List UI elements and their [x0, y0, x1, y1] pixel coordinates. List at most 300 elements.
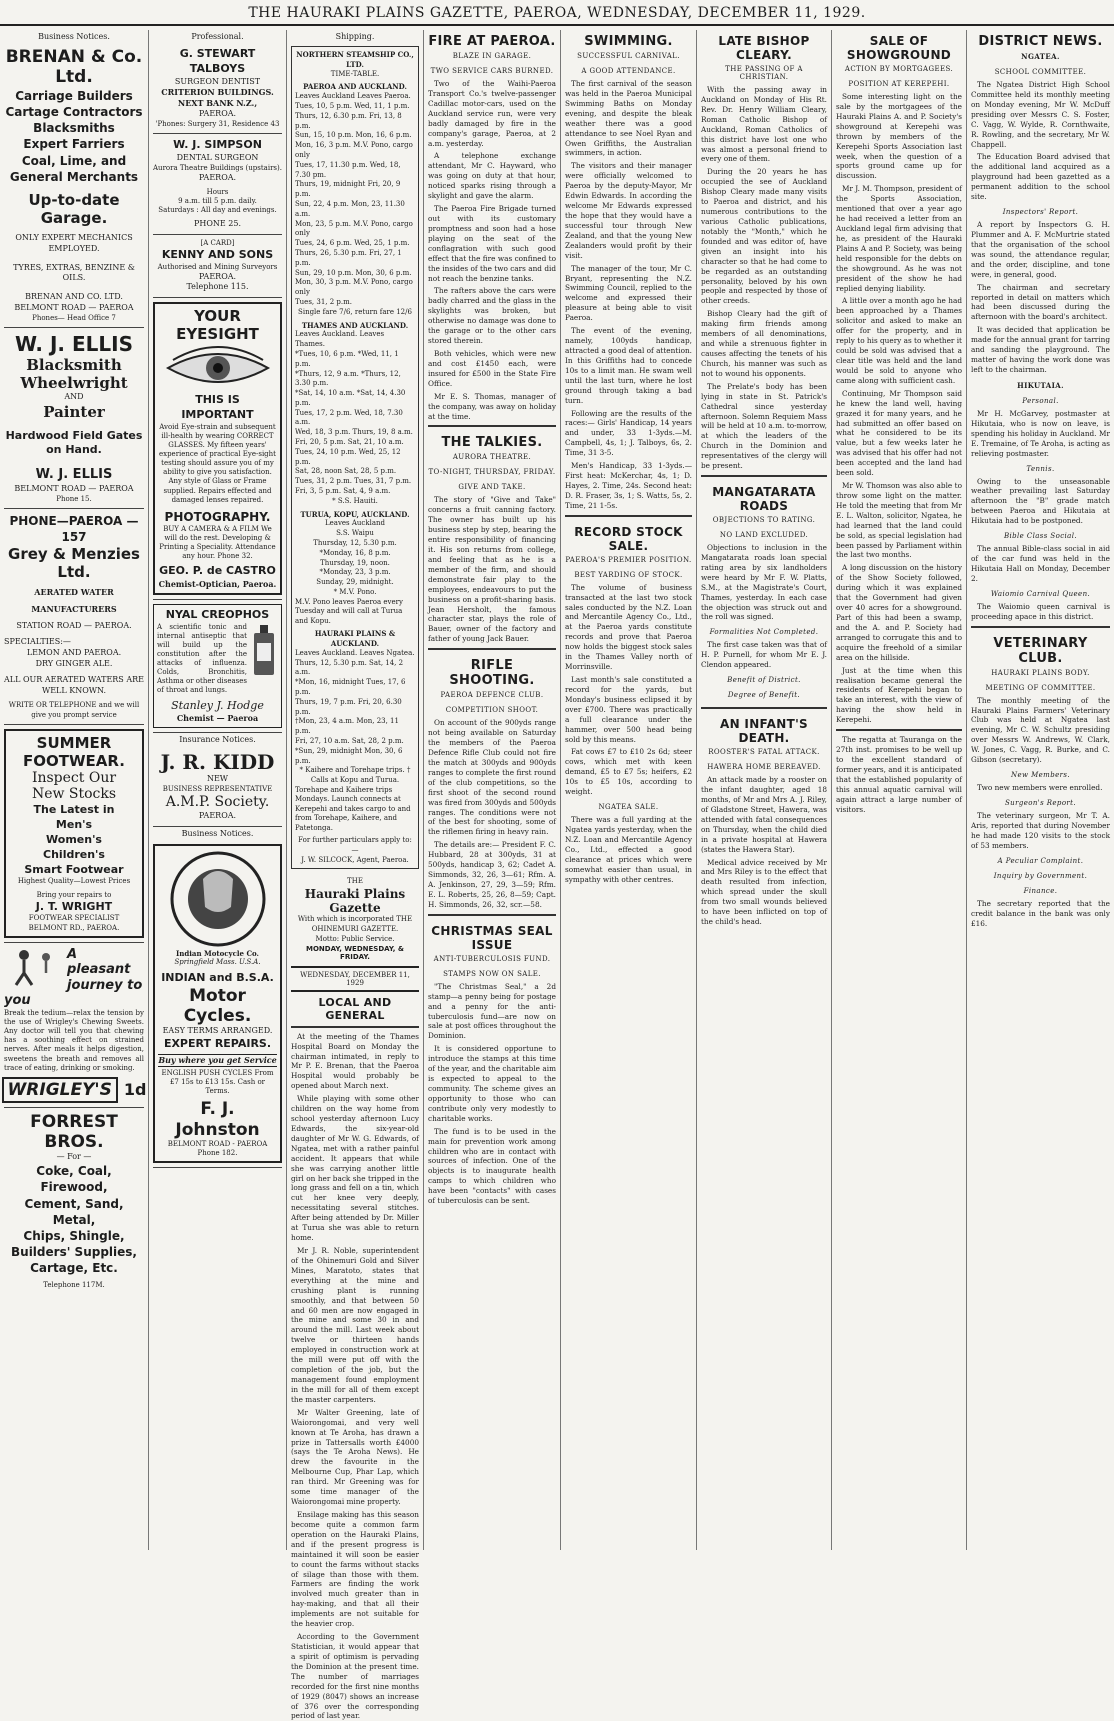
route-row: Tues, 24, 6 p.m. Wed, 25, 1 p.m. — [295, 239, 410, 248]
ad-text: ALL OUR AERATED WATERS ARE WELL KNOWN. — [4, 674, 144, 695]
ad-text: Buy where you get Service — [158, 1055, 277, 1066]
route-row: Thurs, 19, midnight Fri, 20, 9 p.m. — [295, 180, 401, 199]
route-row: Sun, 15, 10 p.m. Mon, 16, 6 p.m. — [295, 131, 412, 140]
ad-summer-footwear — [4, 725, 144, 943]
ad-phone: Phones— Head Office 7 — [32, 313, 116, 322]
article-paragraph: While playing with some other children on the way home from school yesterday afternoon Lucy Edwards, the six-year-old daughter of Mr W. G. Edwards, of Ngatea, met with a rather painful accident. It appears that while she was carrying another little girl on her back she tripped in the long grass and fell on a tin, which cut her knee very deeply, necessitating several stitches. After being attended by Dr. Miller at Turua she was able to return home. — [291, 1094, 419, 1243]
article-headline: FIRE AT PAEROA. — [428, 34, 556, 49]
article-headline: CHRISTMAS SEAL ISSUE — [431, 923, 553, 952]
article-subhead: TWO SERVICE CARS BURNED. — [430, 67, 554, 75]
route-row: Wed, 18, 3 p.m. Thurs, 19, 8 a.m. — [295, 428, 413, 437]
ad-ellis — [4, 328, 144, 509]
ad-phone: Phone 15. — [56, 494, 92, 503]
ad-address: STATION ROAD — PAEROA. — [16, 620, 132, 630]
ad-line: Coke, Coal, Firewood, — [36, 1164, 112, 1195]
ad-title: J. R. KIDD — [160, 750, 275, 775]
eye-icon — [163, 346, 273, 390]
ad-title: YOUR EYESIGHT — [176, 307, 259, 344]
ad-text: ONLY EXPERT MECHANICS EMPLOYED. — [15, 232, 133, 253]
article-paragraph: The visitors and their manager were officially welcomed to Paeroa by the deputy-Mayor, Mr Edwin Edwards. In according the welcome Mr Edwards expressed the hope that they would have a successful tour through New Zealand, and that the young New Zealanders would profit by their visit. — [565, 161, 692, 260]
ad-wrigleys — [4, 943, 147, 1108]
route-row: Thursday, 12, 5.30 p.m. — [313, 539, 397, 548]
ad-text: BUY A CAMERA & A FILM We will do the rest. Developing & Printing a Speciality. Attendance any hour. Phone 32. — [159, 524, 276, 561]
article-paragraph: Continuing, Mr Thompson said he knew the land well, having grazed it for many years, and he had submitted an offer based on what he considered to be its value, but a few weeks later he was advised that his offer had not been accepted and the land had been sold. — [836, 388, 962, 478]
article-subhead: NGATEA SALE. — [598, 803, 659, 812]
walker-illustration — [4, 947, 64, 987]
route-note: M.V. Pono leaves Paeroa every Tuesday and will call at Turua and Kopu. — [295, 597, 403, 625]
ad-text: Indian Motocycle Co. — [176, 948, 259, 958]
ad-text: NEXT BANK N.Z., — [177, 98, 258, 109]
article-paragraph: Just at the time when this realisation became general the residents of Kerepehi began to take an interest, with the view of having the show held in Kerepehi. — [836, 665, 962, 725]
ad-line: Expert Farriers — [23, 137, 125, 152]
route-row: Tues, 31, 2 p.m. — [295, 297, 352, 306]
article-paragraph: Ensilage making has this season become quite a common farm operation on the Hauraki Plains, and if the present progress is maintained it will soon be easier to count the farms without stacks of silage than those with them. Farmers are finding the work involved much greater than in hay-making, and that all their implements are not suitable for the heavier crop. — [291, 1509, 419, 1629]
article-headline: SALE OF SHOWGROUND — [846, 34, 952, 62]
article-headline: SWIMMING. — [584, 34, 673, 49]
article-paragraph: Some interesting light on the sale by the mortgagees of the Hauraki Plains A. and P. Society's showground at Kerepehi was thrown by members of the Kerepehi Sports Association last week, when the question of a sports ground came up for discussion. — [836, 92, 962, 181]
ad-name: J. T. WRIGHT — [35, 899, 113, 913]
article-paragraph: At the meeting of the Thames Hospital Board on Monday the chairman intimated, in reply to Mr P. E. Brenan, that the Paeroa Hospital would probably be opened about March next. — [291, 1031, 419, 1091]
ad-text: TYRES, EXTRAS, BENZINE & OILS. — [13, 262, 135, 283]
ad-brenan — [4, 43, 144, 328]
ad-title: A pleasant journey to you — [4, 946, 143, 1009]
ad-text: EXPERT REPAIRS. — [163, 1037, 272, 1051]
ad-text: Highest Quality—Lowest Prices — [17, 877, 131, 886]
route-row: S.S. Waipu — [336, 529, 374, 538]
route-row: * M.V. Pono. — [333, 588, 377, 597]
ad-text: PAEROA. — [198, 810, 237, 820]
ad-heading: A.M.P. Society. — [165, 794, 270, 811]
ad-text: SURGEON DENTIST — [174, 76, 261, 86]
ad-line: Carriage Builders — [15, 88, 133, 103]
article-paragraph: Mr Walter Greening, late of Waiorongomai, and very well known at Te Aroha, has drawn a prize in Tattersalls worth £4000 (says the Te Aroha News). He drew the favourite in the Melbourne Cup, Phar Lap, which ran third. Mr Greening was for some time manager of the Waiorongomai mine property. — [291, 1407, 419, 1507]
article-paragraph: The chairman and secretary reported in detail on matters which had been discussed during the afternoon with the board's architect. — [971, 282, 1110, 322]
flag-title: Hauraki Plains Gazette — [304, 887, 406, 916]
route-note: * Kaihere and Torehape trips. † Calls at Kopu and Turua. — [299, 766, 411, 785]
ad-line: Inspect Our — [31, 769, 117, 786]
column-news-4 — [423, 30, 560, 1550]
article-paragraph: The first carnival of the season was held in the Paeroa Municipal Swimming Baths on Monday evening, and despite the bleak weather there was a good attendance to see Noel Ryan and Owen Griffiths, the Australian swimmers, in action. — [565, 79, 692, 158]
article-crosshead: Personal. — [1022, 396, 1059, 405]
article-paragraph: According to the Government Statistician, it would appear that a spirit of optimism is pervading the Dominion at the present time. The number of marriages recorded for the first nine months of 1929 (8047) shows an increase of 376 over the corresponding period of last year. — [291, 1632, 419, 1721]
article-paragraph: Bishop Cleary had the gift of making firm friends among members of all denominations, and while a strenuous fighter in causes affecting the tenets of his Church, his manner was such as not to wound his opponents. — [701, 309, 827, 378]
column-news-5 — [560, 30, 696, 1550]
ad-text: A scientific tonic and internal antiseptic that will build up the constitution after the attacks of influenza. Colds, Bronchitis, Asthma or other diseases of throat and lungs. — [157, 622, 247, 695]
ad-title: SUMMER FOOTWEAR. — [23, 733, 125, 770]
route-row: Fri, 20, 5 p.m. Sat, 21, 10 a.m. — [295, 438, 404, 447]
ad-text: BUSINESS REPRESENTATIVE — [162, 784, 273, 793]
indian-logo-icon — [163, 849, 273, 949]
column-district-news — [966, 30, 1114, 1550]
article-headline: DISTRICT NEWS. — [978, 34, 1103, 49]
ad-line: Wheelwright — [20, 373, 128, 392]
ad-title: Grey & Menzies Ltd. — [8, 545, 140, 582]
ad-title: BRENAN & Co. Ltd. — [5, 47, 143, 88]
article-headline: AN INFANT'S DEATH. — [720, 717, 808, 746]
route-note: For further particulars apply to:— — [298, 836, 412, 854]
ad-line: Cement, Sand, Metal, — [24, 1196, 124, 1227]
article-paragraph: The rafters above the cars were badly charred and the glass in the skylights was broken, but otherwise no damage was done to the garage or to the other cars stored therein. — [428, 286, 556, 346]
article-paragraph: The story of "Give and Take" concerns a fruit canning factory. The owner has built up his business step by step, bearing the entire responsibility of financing it. His son returns from college, and feeling that as he is a member of the firm, and should demonstrate fair play to the employees, endeavours to put the business on a profit-sharing basis. Jean Hersholt, the famous character star, plays the role of Bauer, owner of the factory and father of young Jack Bauer. — [428, 495, 556, 644]
ad-name: F. J. Johnston — [175, 1099, 260, 1140]
route-columns: Leaves Auckland Leaves Paeroa. — [295, 92, 411, 101]
article-headline: LATE BISHOP CLEARY. — [718, 34, 810, 62]
article-crosshead: Surgeon's Report. — [1004, 799, 1077, 808]
route-row: Fri, 3, 5 p.m. Sat, 4, 9 a.m. — [295, 487, 391, 496]
article-subhead: PAEROA'S PREMIER POSITION. — [565, 555, 692, 564]
article-paragraph: Mr H. McGarvey, postmaster at Hikutaia, who is now on leave, is spending his holiday in Auckland. Mr E. Tremaine, of Te Aroha, is acting as relieving postmaster. — [971, 408, 1110, 458]
route-heading: THAMES AND AUCKLAND. — [301, 320, 409, 330]
article-paragraph: It was decided that application be made for the annual grant for tarring and sanding the playground. The matter of having the work done was left to the chairman. — [971, 325, 1110, 374]
route-row: Tues, 24, 10 p.m. Wed, 25, 12 p.m. — [295, 447, 401, 466]
article-paragraph: With the passing away in Auckland on Monday of His Rt. Rev. Dr. Henry William Cleary, Roman Catholic Bishop of Auckland, Roman Catholics of this district have lost one who was almost a personal friend to every one of them. — [701, 85, 827, 164]
article-paragraph: The fund is to be used in the main for prevention work among children who are in contact with sources of infection. One of the objects is to inaugurate health camps to which children who have been "contacts" with cases of tuberculosis can be sent. — [428, 1126, 556, 1206]
ad-line: Coal, Lime, and — [21, 153, 127, 168]
article-paragraph: Objections to inclusion in the Mangatarata roads loan special rating area by six landholders were heard by Mr F. W. Platts, S.M., at the Magistrate's Court, Thames, yesterday. In each case the objection was struck out and the roll was signed. — [701, 543, 827, 622]
ad-name: GEO. P. de CASTRO — [159, 564, 276, 578]
article-paragraph: Fat cows £7 to £10 2s 6d; steer cows, which met with keen demand, £5 to £7 5s; heifers, £2 10s to £5 10s, according to weight. — [565, 747, 692, 797]
route-row: Tues, 31, 2 p.m. Tues, 31, 7 p.m. — [295, 477, 412, 486]
article-paragraph: Both vehicles, which were new and cost £1450 each, were insured for £500 in the State Fire Office. — [428, 348, 556, 388]
article-subhead: COMPETITION SHOOT. — [445, 706, 539, 715]
article-subhead: TO-NIGHT, THURSDAY, FRIDAY. — [428, 468, 556, 477]
route-columns: Leaves Auckland. Leaves Thames. — [295, 330, 385, 349]
ad-phone: PHONE—PAEROA —157 — [9, 513, 139, 544]
route-row: *Monday, 16, 8 p.m. — [319, 548, 391, 557]
ad-text: CRITERION BUILDINGS. — [161, 87, 274, 98]
article-paragraph: There was a full yarding at the Ngatea yards yesterday, when the N.Z. Loan and Mercantile Agency Co., Ltd., effected a good clearance at prices which were somewhat easier than usual, in sympathy with other centres. — [565, 815, 692, 884]
article-paragraph: The Waiomio queen carnival is proceeding apace in this district. — [971, 601, 1110, 621]
ad-text: Hardwood Field Gates on Hand. — [5, 428, 143, 457]
article-crosshead: New Members. — [1010, 771, 1071, 780]
ad-text: PAEROA. — [198, 271, 237, 281]
route-row: Thurs, 12, 6.30 p.m. Fri, 13, 8 p.m. — [295, 111, 402, 130]
ad-text: ENGLISH PUSH CYCLES From £7 15s to £13 15s. Cash or Terms. — [161, 1068, 274, 1096]
article-paragraph: The Ngatea District High School Committee held its monthly meeting on Monday evening, Mr W. McDuff presiding over Messrs C. S. Foster, C. Vagg, W. Wylde, R. Cornthwaite, R. Rowling, and the secretary, Mr W. Chappell. — [971, 80, 1110, 149]
route-row: Sat, 28, noon Sat, 28, 5 p.m. — [295, 467, 397, 476]
article-paragraph: A telephone exchange attendant, Mr C. Hayward, who was going on duty at that hour, noticed sparks rising through a skylight and gave the alarm. — [428, 151, 556, 201]
ad-line: Chips, Shingle, — [23, 1229, 125, 1244]
ad-phone: 'Phones: Surgery 31, Residence 43 — [155, 119, 280, 128]
article-crosshead: Finance. — [1023, 886, 1058, 895]
article-headline: VETERINARY CLUB. — [993, 635, 1088, 666]
ad-text: Aurora Theatre Buildings (upstairs). — [153, 163, 282, 172]
shipping-title: TIME-TABLE. — [330, 69, 380, 78]
ad-text: [A CARD] — [200, 238, 235, 247]
article-paragraph: A report by Inspectors G. H. Plummer and A. F. McMurtrie stated that the organisation of the school was sound, the attendance regular, and the order, discipline, and tone were, in general, good. — [971, 220, 1110, 279]
article-subhead: ACTION BY MORTGAGEES. — [844, 65, 954, 73]
route-row: Fri, 27, 10 a.m. Sat, 28, 2 p.m. — [295, 736, 404, 745]
ad-item: DRY GINGER ALE. — [35, 659, 113, 669]
section-label: Shipping. — [335, 32, 375, 41]
section-label: Insurance Notices. — [179, 735, 256, 745]
article-paragraph: A little over a month ago he had been approached by a Thames solicitor and asked to make an offer for the property, and in reply to his query as to whether it could be sold was advised that a clear title was held and the land would be sold to anyone who came along with sufficient cash. — [836, 296, 962, 385]
ad-name: W. J. ELLIS — [35, 467, 113, 483]
column-shipping — [286, 30, 423, 1721]
ad-text: SPECIALTIES:— — [4, 637, 71, 647]
dateline: WEDNESDAY, DECEMBER 11, 1929 — [291, 968, 419, 992]
bottle-icon — [250, 623, 278, 677]
article-subhead: POSITION AT KEREPEHI. — [848, 80, 950, 88]
route-row: Sun, 22, 4 p.m. Mon, 23, 11.30 a.m. — [295, 199, 405, 218]
ad-text: NEW — [206, 774, 229, 784]
article-paragraph: The manager of the tour, Mr C. Bryant, representing the N.Z. Swimming Council, replied to the welcome and expressed their pleasure at being able to visit Paeroa. — [565, 263, 692, 323]
ad-heading: THIS IS IMPORTANT — [181, 393, 254, 422]
route-row: *Tues, 10, 6 p.m. *Wed, 11, 1 p.m. — [295, 349, 399, 368]
article-subhead: THE PASSING OF A CHRISTIAN. — [725, 65, 803, 81]
ad-garage: Up-to-date Garage. — [28, 190, 120, 227]
wrigleys-price: 1d — [123, 1080, 147, 1100]
article-paragraph: The secretary reported that the credit balance in the bank was only £16. — [971, 898, 1110, 928]
flag-days: MONDAY, WEDNESDAY, & FRIDAY. — [305, 944, 404, 961]
article-crosshead: Inquiry by Government. — [993, 871, 1088, 880]
ad-text: WRITE OR TELEPHONE and we will give you prompt service — [8, 701, 140, 719]
ad-kenny — [153, 235, 282, 299]
shipping-agent: J. W. SILCOCK, Agent, Paeroa. — [301, 855, 409, 864]
route-row: *Mon, 16, midnight Tues, 17, 6 p.m. — [295, 678, 406, 696]
article-paragraph: The Education Board advised that the additional land acquired as a playground had been gazetted as a permanent addition to the school site. — [971, 152, 1110, 202]
article-headline: RIFLE SHOOTING. — [449, 658, 535, 689]
route-note: Torehape and Kaihere trips Mondays. Launch connects at Kerepehi and takes cargo to and from Torehape, Kaihere, and Patetonga. — [295, 785, 411, 832]
article-paragraph: Mr J. R. Noble, superintendent of the Ohinemuri Gold and Silver Mines, Maratoto, states that everything at the mine and crushing plant is running smoothly, and that between 50 and 60 men are now engaged in the mine and some 30 in and around the mill. Last week about twelve or thirteen hands employed in construction work at the mill were put off with the completion of the job, but the management found employment in the mill for all of them except the master carpenters. — [291, 1246, 419, 1404]
article-headline: THE TALKIES. — [441, 435, 543, 451]
route-heading: HAURAKI PLAINS & AUCKLAND. — [314, 629, 396, 648]
route-row: *Sun, 29, midnight Mon, 30, 6 p.m. — [295, 746, 403, 765]
article-subhead: ANTI-TUBERCULOSIS FUND. — [433, 954, 551, 963]
article-paragraph: Owing to the unseasonable weather prevailing last Saturday afternoon the "B" grade match between Paeroa and Hikutaia at Hikutaia had to be postponed. — [971, 476, 1110, 526]
ad-text: PAEROA. — [198, 172, 237, 182]
route-row: Sunday, 29, midnight. — [316, 578, 394, 587]
article-crosshead: Waiomio Carnival Queen. — [990, 589, 1091, 598]
ad-text: DENTAL SURGEON — [176, 152, 259, 162]
masthead: THE HAURAKI PLAINS GAZETTE, PAEROA, WEDNESDAY, DECEMBER 11, 1929. — [0, 0, 1114, 26]
article-crosshead: A Peculiar Complaint. — [997, 856, 1084, 865]
ad-address: BELMONT ROAD — PAEROA — [14, 483, 134, 493]
article-subhead: PAEROA DEFENCE CLUB. — [440, 691, 544, 700]
article-subhead: HAWERA HOME BEREAVED. — [707, 763, 821, 772]
article-subhead: SCHOOL COMMITTEE. — [994, 68, 1087, 76]
article-subhead: MEETING OF COMMITTEE. — [985, 683, 1096, 692]
article-headline: LOCAL AND GENERAL — [318, 995, 392, 1022]
article-paragraph: An attack made by a rooster on the infant daughter, aged 18 months, of Mr and Mrs A. J. Riley, of Gladstone Street, Hawera, was attended with fatal consequences on Thursday, when the child died in a private hospital at Hawera (states the Hawera Star). — [701, 775, 827, 854]
article-paragraph: The volume of business transacted at the last two stock sales conducted by the N.Z. Loan and Mercantile Agency Co., Ltd., at the Paeroa yards constitute records and prove that Paeroa now holds the biggest stock sales in the Thames Valley north of Morrinsville. — [565, 582, 692, 672]
ad-text: Chemist — Paeroa — [176, 713, 259, 724]
article-paragraph: It is considered opportune to introduce the stamps at this time of the year, and the charitable aim is expected to appeal to the community. The scheme gives an opportunity to those who can contribute only very modestly to charitable works. — [428, 1044, 556, 1123]
article-paragraph: On account of the 900yds range not being available on Saturday the members of the Paeroa Defence Rifle Club could not fire the match at 300yds and 900yds ranges to complete the first round of the club competitions, so the first shoot of the second round was fired from 300yds and 500yds ranges. The conditions were not of the best for shooting, some of the riflemen firing in heavy rain. — [428, 718, 556, 837]
ad-item: LEMON AND PAEROA. — [26, 648, 122, 658]
route-row: Thurs, 12, 5.30 p.m. Sat, 14, 2 a.m. — [295, 658, 404, 677]
article-headline: MANGATARATA ROADS — [712, 485, 816, 514]
route-row: Thursday, 19, noon. — [320, 558, 390, 567]
article-subhead: GIVE AND TAKE. — [458, 483, 526, 492]
ad-eyesight — [153, 298, 282, 600]
ad-line: The Latest in — [33, 803, 115, 817]
ad-text: AERATED WATER — [34, 587, 114, 598]
article-paragraph: Mr W. Thomson was also able to throw some light on the matter. He told the meeting that from Mr E. L. Walton, solicitor, Ngatea, he had learned that the land could be sold, as special legislation had been passed by Parliament within the last two months. — [836, 481, 962, 560]
ad-text: FOOTWEAR SPECIALIST — [28, 914, 120, 923]
ad-text: Springfield Mass. U.S.A. — [174, 957, 261, 966]
ad-heading: Motor Cycles. — [183, 985, 252, 1027]
article-subhead: SUCCESSFUL CARNIVAL. — [577, 52, 680, 60]
article-crosshead: Bible Class Social. — [1003, 532, 1078, 541]
ad-line: Builders' Supplies, — [11, 1245, 137, 1260]
route-row: *Sat, 14, 10 a.m. *Sat, 14, 4.30 p.m. — [295, 389, 406, 407]
ad-text: Bring your repairs to — [36, 890, 112, 899]
flag-motto: Motto: Public Service. — [315, 934, 395, 943]
ad-line: Blacksmiths — [33, 121, 115, 136]
ad-kidd — [153, 746, 282, 826]
route-row: Tues, 17, 2 p.m. Wed, 18, 7.30 a.m. — [295, 408, 403, 427]
ad-title: INDIAN and B.S.A. — [161, 970, 274, 984]
article-paragraph: Last month's sale constituted a record for the yards, but Monday's business eclipsed it by over £700. There was practically a full clearance under the hammer, over 500 head being sold by this means. — [565, 675, 692, 744]
article-paragraph: "The Christmas Seal," a 2d stamp—a penny being for postage and a penny for the anti-tuberculosis fund—are now on sale at post offices throughout the Dominion. — [428, 981, 556, 1041]
article-subhead: NGATEA. — [1021, 52, 1060, 61]
ad-title: NYAL CREOPHOS — [165, 607, 270, 621]
column-professional — [148, 30, 286, 1550]
route-row: *Thurs, 12, 9 a.m. *Thurs, 12, 3.30 p.m. — [295, 369, 401, 388]
article-subhead: AURORA THEATRE. — [452, 453, 532, 462]
ad-text: EASY TERMS ARRANGED. — [162, 1026, 273, 1036]
column-news-7 — [831, 30, 966, 1550]
section-label: Business Notices. — [38, 32, 110, 41]
ad-talboys — [153, 43, 282, 134]
article-subhead: STAMPS NOW ON SALE. — [443, 969, 541, 978]
ad-phone: Phone 182. — [197, 1149, 238, 1158]
ad-title: W. J. SIMPSON — [173, 137, 262, 151]
ad-line: Smart Footwear — [24, 862, 124, 876]
ad-simpson — [153, 134, 282, 235]
route-row: Mon, 16, 3 p.m. M.V. Pono, cargo only — [295, 141, 413, 159]
route-fare: Single fare 7/6, return fare 12/6 — [298, 307, 412, 316]
ad-line: General Merchants — [9, 169, 139, 184]
route-row: *Monday, 23, 3 p.m. — [319, 568, 391, 577]
flag-incorporated: With which is incorporated THE OHINEMURI GAZETTE. — [297, 915, 413, 934]
route-heading: PAEROA AND AUCKLAND. — [303, 82, 407, 92]
ad-text: Saturdays : All day and evenings. — [158, 205, 277, 214]
route-row: Thurs, 26, 5.30 p.m. Fri, 27, 1 p.m. — [295, 248, 402, 267]
article-paragraph: A long discussion on the history of the Show Society followed, during which it was explained that the Government had given over 40 acres for a showground. Part of this had been a swamp, and the A. and P. Society had arranged to corrugate this and to acquire the freehold of a similar area on the hillside. — [836, 563, 962, 662]
ad-text: — For — — [56, 1152, 92, 1162]
route-row: Tues, 10, 5 p.m. Wed, 11, 1 p.m. — [295, 101, 410, 110]
ad-text: Chemist-Optician, Paeroa. — [158, 579, 277, 590]
article-subhead: NO LAND EXCLUDED. — [719, 531, 809, 540]
ad-forrest — [4, 1108, 144, 1294]
ad-address: BELMONT RD., PAEROA. — [28, 923, 120, 932]
ad-line: Women's — [46, 832, 102, 846]
article-paragraph: The monthly meeting of the Hauraki Plains Farmers' Veterinary Club was held at Ngatea last evening, Mr C. W. Schultz presiding over Messrs W. Andrews, W. Clark, W. Jones, C. Vagg, R. Burke, and C. Gibson (secretary). — [971, 695, 1110, 765]
ad-text: PAEROA. — [198, 109, 237, 119]
ad-text: Hours — [206, 187, 229, 196]
section-label: Professional. — [191, 32, 244, 41]
route-row: Leaves Auckland — [324, 519, 385, 528]
ad-line: AND — [64, 391, 84, 401]
ad-line: Children's — [43, 847, 105, 861]
ad-grey-menzies — [4, 509, 144, 725]
ad-text: MANUFACTURERS — [31, 603, 117, 614]
article-paragraph: The details are:— President F. C. Hubbard, 28 at 300yds, 31 at 500yds, handicap 3, 62; Cadet A. Simmonds, 32, 26, 3—61; Rfm. A. A. Jenkinson, 27, 29, 3—59; Rfm. E. L. Roberts, 25, 26, 8—59; Capt. H. Simmonds, 26, 32, scr.—58. — [428, 840, 556, 909]
article-paragraph: During the 20 years he has occupied the see of Auckland Bishop Cleary made many visits to Paeroa and district, and his numerous contributions to the various Catholic publications, notably the "Month," which he founded and was editor of, have given an insight into his character so that he had come to be regarded as an outstanding personality, beloved by his own people and respected by those of other creeds. — [701, 167, 827, 306]
flag-the: THE — [347, 877, 363, 886]
article-paragraph: The veterinary surgeon, Mr T. A. Aris, reported that during November he had made 120 visits to the stock of 53 members. — [971, 811, 1110, 850]
article-paragraph: The Prelate's body has been lying in state in St. Patrick's Cathedral since yesterday afternoon. Solemn Requiem Mass will be held at 10 a.m. to-morrow, at which the leaders of the Church in the Dominion and representatives of the clergy will be present. — [701, 381, 827, 471]
route-row: Mon, 23, 5 p.m. M.V. Pono, cargo only — [295, 219, 413, 238]
route-row: Tues, 17, 11.30 p.m. Wed, 18, 7.30 pm. — [295, 160, 401, 179]
article-paragraph: Mr E. S. Thomas, manager of the company, was away on holiday at the time. — [428, 391, 556, 421]
ad-title: G. STEWART TALBOYS — [179, 47, 256, 75]
ad-indian — [153, 840, 282, 1169]
article-paragraph: Men's Handicap, 33 1-3yds.—First heat: McKerchar, 4s, 1; D. Hayes, 2. Time, 24s. Second heat: D. R. Fraser, 3s, 1; S. Watts, 5s, 2. Time, 21 1-5s. — [565, 461, 692, 510]
article-subhead: BLAZE IN GARAGE. — [452, 52, 532, 60]
article-paragraph: The first case taken was that of H. P. Purnell, for whom Mr E. J. Clendon appeared. — [701, 640, 827, 670]
ad-heading: PHOTOGRAPHY. — [164, 509, 271, 524]
article-crosshead: Benefit of District. — [727, 676, 801, 685]
article-subhead: ROOSTER'S FATAL ATTACK. — [708, 748, 820, 757]
ad-line: Cartage, Etc. — [30, 1261, 118, 1276]
ad-line: Painter — [43, 402, 105, 421]
shipping-company: NORTHERN STEAMSHIP CO., LTD. — [296, 50, 414, 69]
article-subhead: HIKUTAIA. — [1017, 380, 1064, 390]
ad-line: New Stocks — [31, 786, 117, 803]
route-row: Thurs, 19, 7 p.m. Fri, 20, 6.30 p.m. — [295, 697, 402, 716]
article-subhead: HAURAKI PLAINS BODY. — [991, 668, 1090, 677]
route-row: Sun, 29, 10 p.m. Mon, 30, 6 p.m. — [295, 268, 412, 277]
ad-line: Blacksmith — [26, 355, 122, 374]
article-paragraph: Two of the Waihi-Paeroa Transport Co.'s twelve-passenger Cadillac motor-cars, used on the Auckland service run, were very badly damaged by fire in the company's garage, Paeroa, at 2 a.m. yesterday. — [428, 79, 556, 148]
ad-line: Men's — [55, 818, 93, 832]
ad-text: Authorised and Mining Surveyors — [157, 262, 278, 271]
newspaper-flag — [291, 872, 419, 967]
wrigleys-brand: WRIGLEY'S — [2, 1077, 118, 1103]
article-paragraph: The annual Bible-class social in aid of the car fund was held in the Hikutaia Hall on Monday, December 2. — [971, 544, 1110, 583]
ad-creophos — [153, 600, 282, 733]
article-crosshead: Degree of Benefit. — [727, 691, 801, 700]
column-business-notices — [0, 30, 148, 1550]
article-crosshead: Tennis. — [1026, 464, 1055, 473]
article-headline: RECORD STOCK SALE. — [574, 524, 683, 553]
section-label: Business Notices. — [181, 828, 254, 838]
route-heading: TURUA, KOPU, AUCKLAND. — [300, 509, 410, 519]
article-subhead: BEST YARDING OF STOCK. — [574, 570, 683, 579]
ad-text: 9 a.m. till 5 p.m. daily. — [178, 196, 257, 205]
article-paragraph: Two new members were enrolled. — [977, 783, 1103, 793]
ad-line: Cartage Contractors — [5, 104, 143, 119]
article-crosshead: Formalities Not Completed. — [709, 628, 819, 637]
article-subhead: OBJECTIONS TO RATING. — [712, 516, 816, 525]
article-paragraph: Following are the results of the races:— Girls' Handicap, 14 years and under, 33 1-3yds.—M. Campbell, 4s, 1; J. Talboys, 6s, 2. Time, 31 3-5. — [565, 408, 692, 458]
ad-phone: Telephone 117M. — [43, 1280, 105, 1289]
route-note: * S.S. Hauiti. — [332, 496, 378, 505]
article-paragraph: The event of the evening, namely, 100yds handicap, attracted a good deal of attention. In this Griffiths had to concede 10s to a limit man. He swam well until the last turn, where he lost ground through taking a bad turn. — [565, 326, 692, 405]
article-paragraph: Mr J. M. Thompson, president of the Sports Association, mentioned that over a year ago he had received a letter from an Auckland legal firm advising that he, as president of the Hauraki Plains A and P. Society, was being held responsible for the debts on the showground. As he was not president of the show he had replied denying liability. — [836, 184, 963, 293]
article-paragraph: Medical advice received by Mr and Mrs Riley is to the effect that death resulted from infection, which spread under the skull from two small wounds believed to have been inflicted on top of the child's head. — [701, 857, 827, 927]
article-subhead: A GOOD ATTENDANCE. — [581, 67, 676, 75]
route-row: Mon, 30, 3 p.m. M.V. Pono, cargo only — [295, 278, 413, 297]
article-crosshead: Inspectors' Report. — [1002, 208, 1079, 217]
article-paragraph: The regatta at Tauranga on the 27th inst. promises to be well up to the excellent standard of former years, and it is anticipated that the established popularity of this annual aquatic carnival will again attract a large number of visitors. — [836, 735, 962, 814]
column-news-6 — [696, 30, 831, 1550]
ad-title: KENNY AND SONS — [161, 247, 274, 261]
route-columns: Leaves Auckland. Leaves Ngatea. — [295, 648, 415, 657]
route-row: †Mon, 23, 4 a.m. Mon, 23, 11 p.m. — [295, 717, 399, 736]
article-paragraph: The Paeroa Fire Brigade turned out with its customary promptness and soon had a hose playing on the seat of the conflagration with such good effect that the fire was confined to the insides of the two cars and did not reach the benzine tanks. — [428, 204, 556, 283]
ad-text: Avoid Eye-strain and subsequent ill-health by wearing CORRECT GLASSES. My fifteen years' experience of practical Eye-sight testing should assure you of my ability to give you satisfaction. Any style of Glass or Frame supplied. Repairs effected and damaged lenses repaired. — [158, 422, 276, 504]
ad-phone: PHONE 25. — [193, 218, 242, 228]
ad-phone: Telephone 115. — [186, 282, 249, 292]
signature-text: Stanley J. Hodge — [171, 698, 264, 712]
ad-address: BELMONT ROAD - PAEROA — [167, 1139, 268, 1148]
ad-title: W. J. ELLIS — [15, 331, 133, 356]
ad-address: BRENAN AND CO. LTD. BELMONT ROAD — PAEROA — [14, 292, 134, 312]
